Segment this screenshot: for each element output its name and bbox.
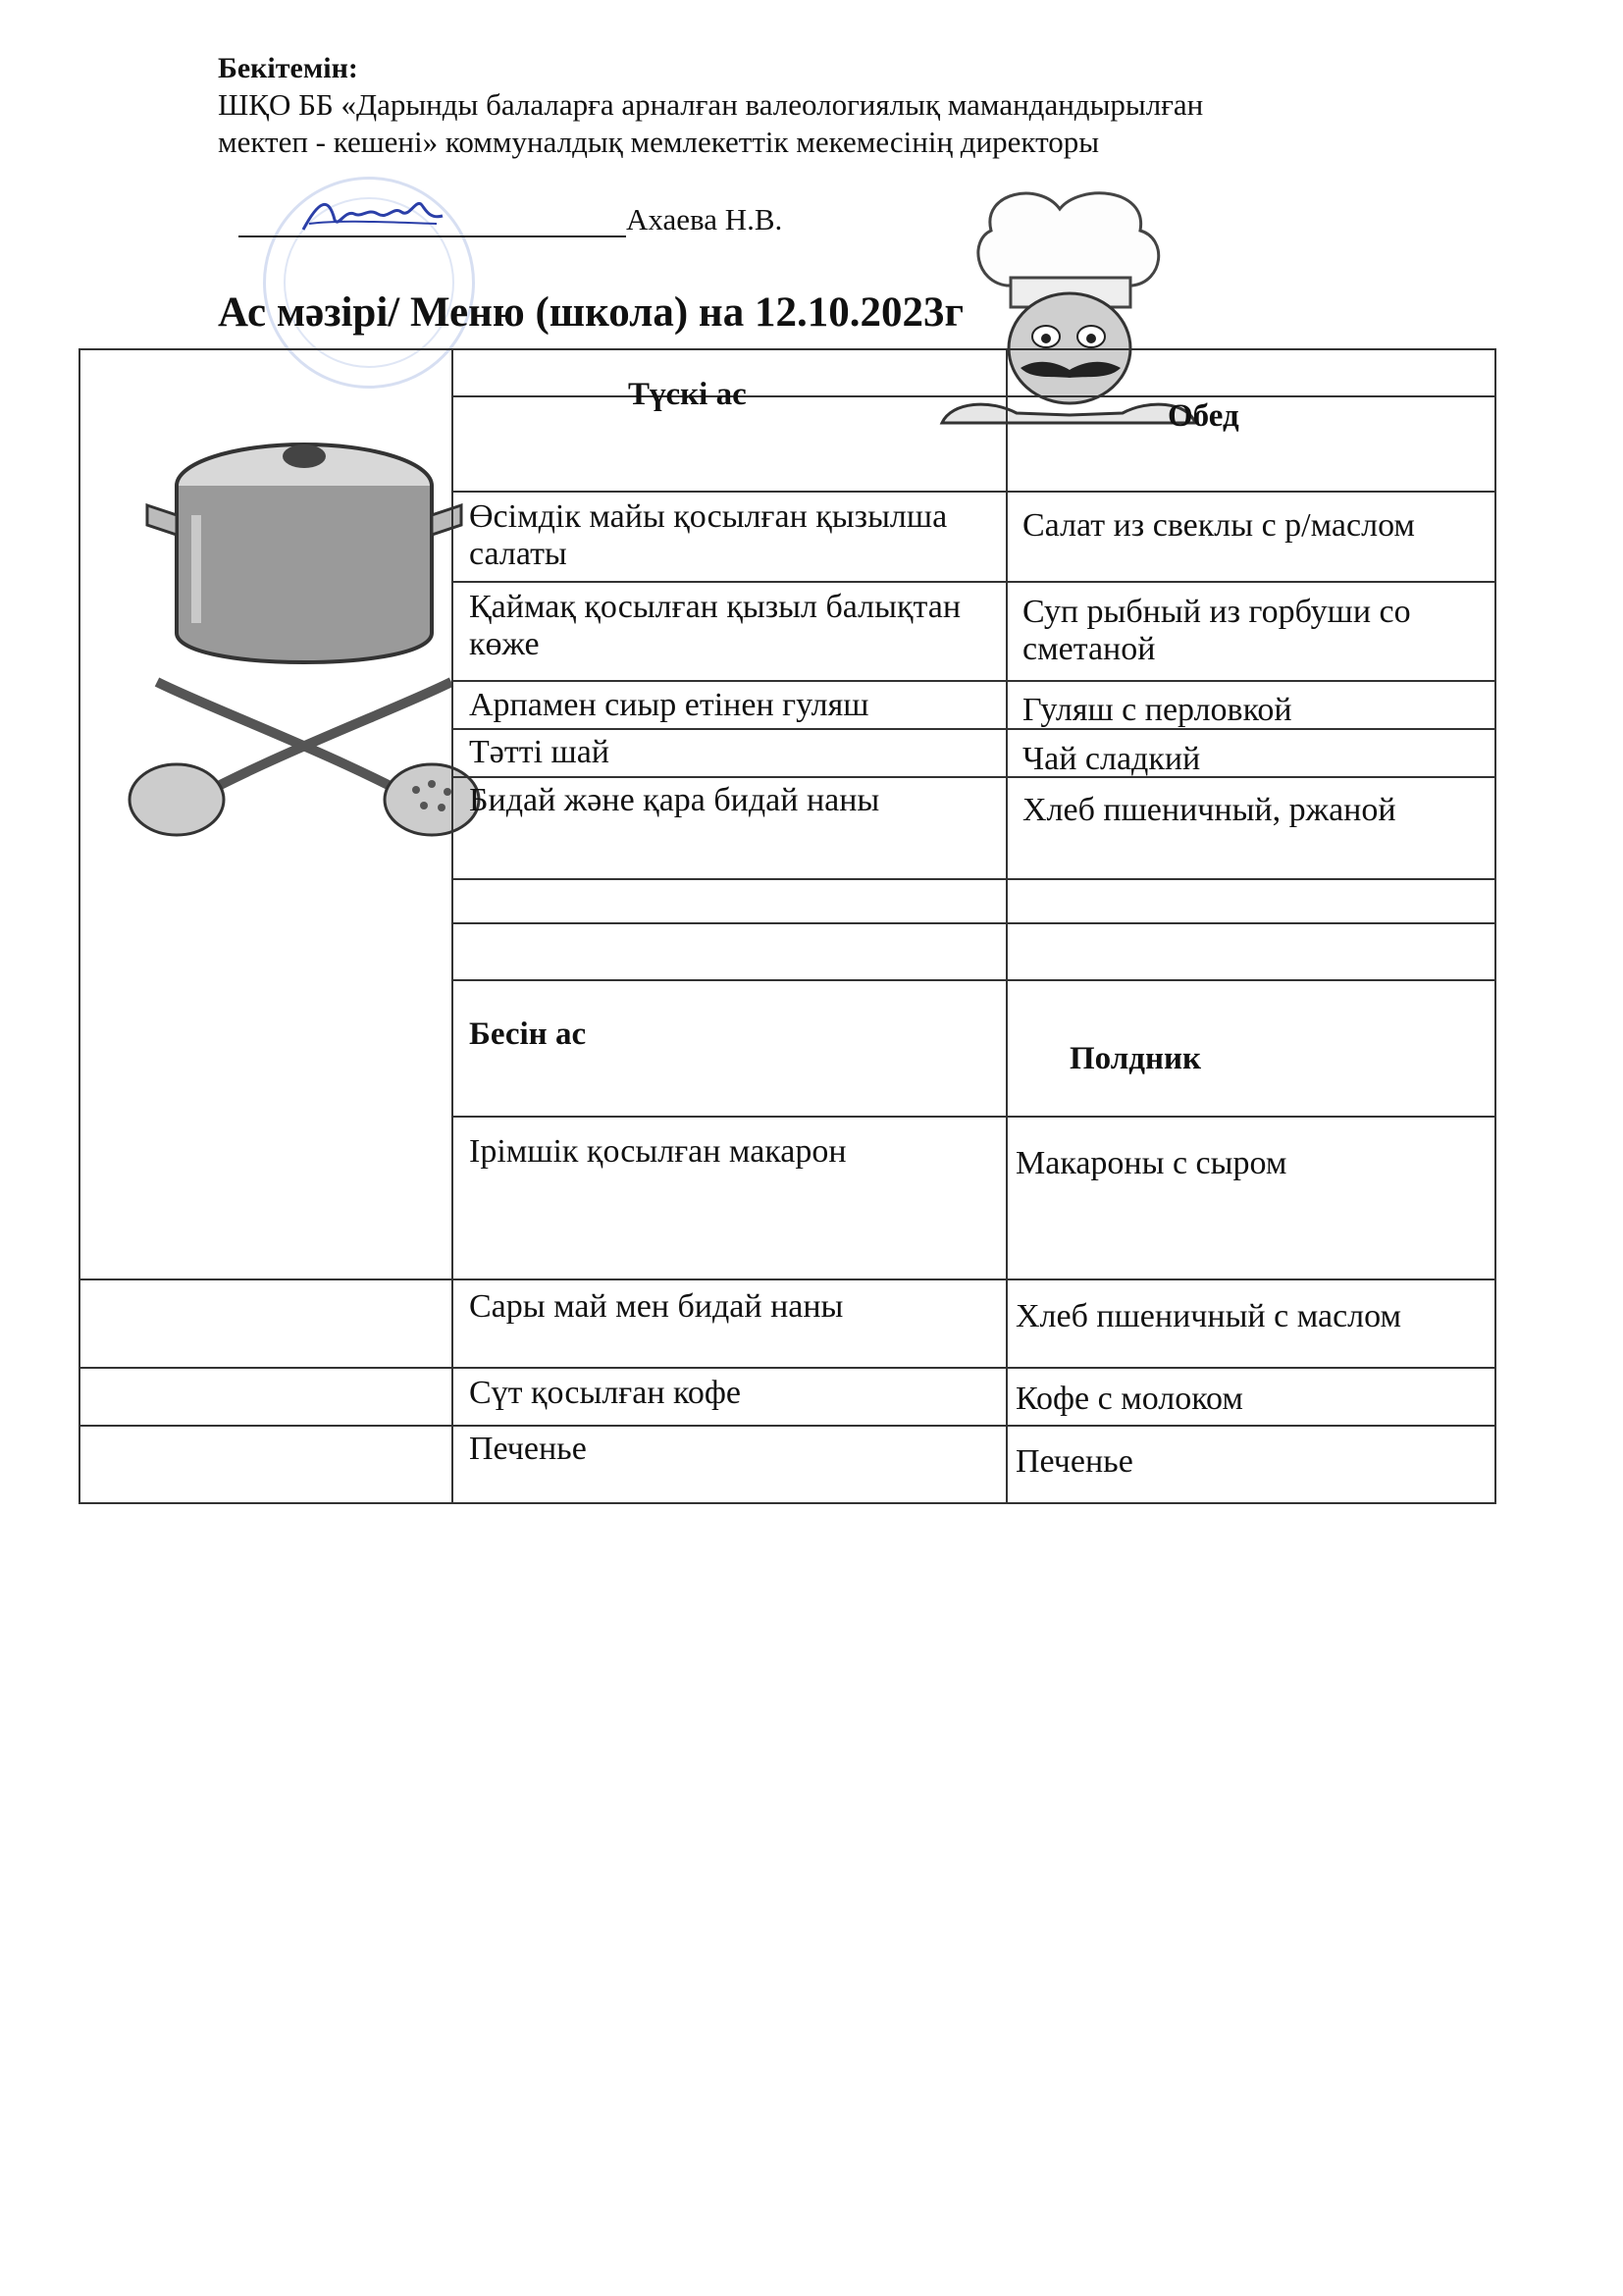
lunch-item-2-ru: Суп рыбный из горбуши со сметаной [1022, 594, 1411, 667]
lunch-item-3-ru: Гуляш с перловкой [1022, 692, 1292, 728]
document-title: Ас мәзірі/ Меню (школа) на 12.10.2023г [218, 289, 964, 336]
snack-item-2-kz: Сары май мен бидай наны [469, 1288, 844, 1325]
signature-line [238, 235, 626, 237]
menu-table [79, 348, 1496, 1504]
lunch-item-2-kz: Қаймақ қосылған қызыл балықтан көже [469, 589, 962, 662]
lunch-item-5-ru: Хлеб пшеничный, ржаной [1022, 792, 1396, 828]
lunch-item-1-kz: Өсімдік майы қосылған қызылша салаты [469, 498, 948, 572]
approval-org-line-1: ШҚО ББ «Дарынды балаларға арналған валеологиялық мамандандырылған [218, 87, 1204, 122]
snack-item-4-ru: Печенье [1016, 1443, 1133, 1480]
snack-header-kz: Бесін ас [469, 1017, 587, 1052]
handwritten-signature [299, 190, 446, 235]
lunch-item-4-ru: Чай сладкий [1022, 741, 1201, 777]
snack-item-1-ru: Макароны с сыром [1016, 1145, 1287, 1181]
lunch-header-kz: Түскі ас [628, 377, 747, 412]
lunch-item-5-kz: Бидай және қара бидай наны [469, 782, 880, 818]
lunch-header-ru: Обед [1168, 398, 1239, 434]
lunch-item-1-ru: Салат из свеклы с р/маслом [1022, 507, 1415, 544]
approval-title: Бекітемін: [218, 52, 358, 84]
snack-item-1-kz: Ірімшік қосылған макарон [469, 1133, 847, 1170]
snack-item-2-ru: Хлеб пшеничный с маслом [1016, 1298, 1401, 1334]
snack-item-4-kz: Печенье [469, 1431, 587, 1467]
cooking-pot-illustration [118, 388, 491, 849]
approval-block [218, 51, 1493, 161]
lunch-item-4-kz: Тәтті шай [469, 734, 609, 770]
snack-header-ru: Полдник [1070, 1041, 1201, 1076]
snack-item-3-kz: Сүт қосылған кофе [469, 1375, 741, 1411]
approval-org-line-2: мектеп - кешені» коммуналдық мемлекеттік мекемесінің директоры [218, 125, 1100, 159]
director-name: Ахаева Н.В. [626, 202, 783, 236]
signature-row [238, 196, 925, 239]
snack-item-3-ru: Кофе с молоком [1016, 1381, 1243, 1417]
lunch-item-3-kz: Арпамен сиыр етінен гуляш [469, 687, 869, 723]
